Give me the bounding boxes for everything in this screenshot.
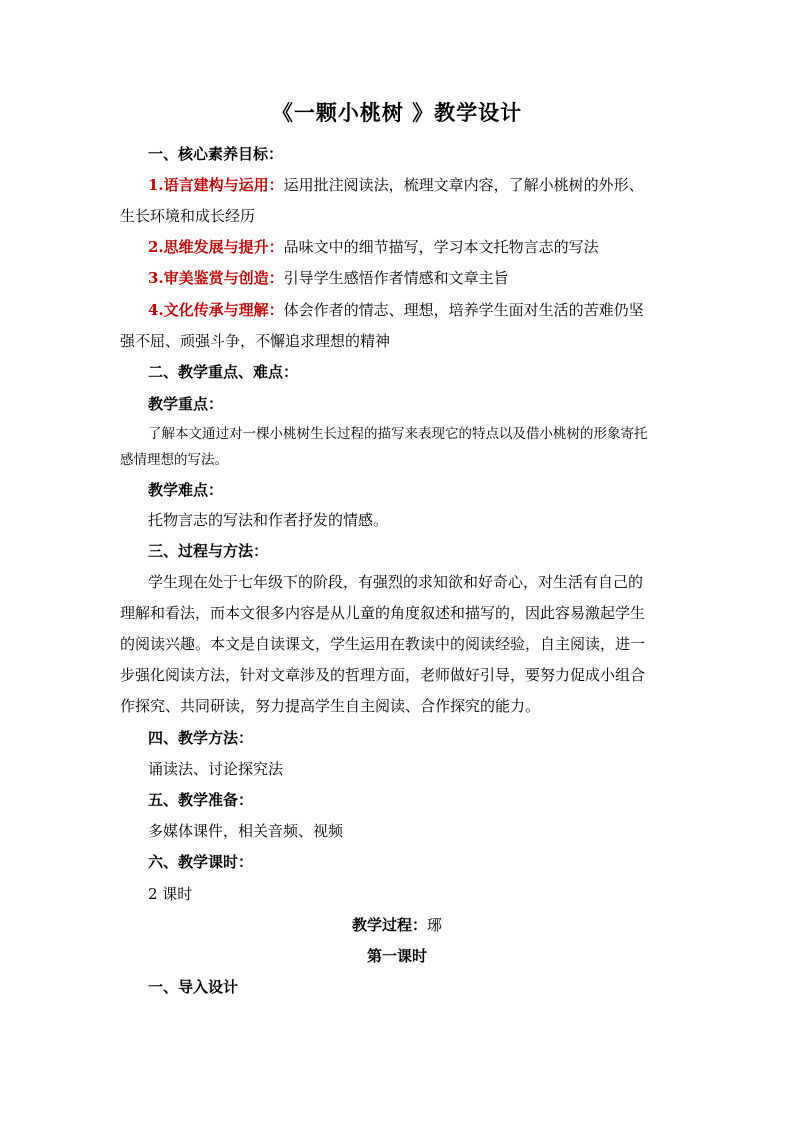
difficulty-label: 教学难点： bbox=[148, 481, 224, 499]
key-point-text-line2: 感情理想的写法。 bbox=[120, 452, 228, 468]
section-heading-keypoints: 二、教学重点、难点： bbox=[148, 363, 299, 381]
process-paragraph-line: 步强化阅读方法，针对文章涉及的哲理方面，老师做好引导，要努力促成小组合 bbox=[120, 666, 646, 684]
goal-text: 运用批注阅读法，梳理文章内容，了解小桃树的外形、 bbox=[283, 176, 644, 194]
difficulty-text: 托物言志的写法和作者抒发的情感。 bbox=[148, 511, 389, 529]
goal-label: 4.文化传承与理解： bbox=[148, 301, 284, 319]
preparation-text: 多媒体课件，相关音频、视频 bbox=[148, 822, 344, 840]
teaching-process-label: 教学过程： bbox=[351, 916, 427, 934]
goal-label: 1.语言建构与运用： bbox=[148, 176, 284, 194]
goal-label: 2.思维发展与提升： bbox=[148, 238, 284, 256]
methods-text: 诵读法、讨论探究法 bbox=[148, 760, 284, 778]
section-heading-hours: 六、教学课时： bbox=[148, 853, 254, 871]
teaching-process-suffix: 琊 bbox=[427, 916, 443, 934]
intro-design-heading: 一、导入设计 bbox=[148, 978, 239, 996]
lesson-one-heading: 第一课时 bbox=[366, 947, 427, 965]
process-paragraph-line: 作探究、共同研读，努力提高学生自主阅读、合作探究的能力。 bbox=[120, 697, 541, 715]
goal-label: 3.审美鉴赏与创造： bbox=[148, 269, 284, 287]
section-heading-methods: 四、教学方法： bbox=[148, 729, 254, 747]
hours-text: 2 课时 bbox=[148, 885, 193, 903]
process-paragraph-line: 理解和看法，而本文很多内容是从儿童的角度叙述和描写的，因此容易激起学生 bbox=[120, 604, 646, 622]
section-heading-goals: 一、核心素养目标： bbox=[148, 145, 284, 163]
goal-text: 体会作者的情志、理想，培养学生面对生活的苦难仍坚 bbox=[283, 301, 644, 319]
process-paragraph-line: 的阅读兴趣。本文是自读课文，学生运用在教读中的阅读经验，自主阅读，进一 bbox=[120, 635, 646, 653]
section-heading-process-method: 三、过程与方法： bbox=[148, 542, 269, 560]
key-point-text-line1: 了解本文通过对一棵小桃树生长过程的描写来表现它的特点以及借小桃树的形象寄托 bbox=[148, 426, 648, 442]
section-heading-preparation: 五、教学准备： bbox=[148, 791, 254, 809]
teaching-process-heading bbox=[0, 915, 794, 935]
goal-item-1 bbox=[148, 175, 644, 195]
goal-item-3 bbox=[148, 268, 509, 288]
document-title: 《一颗小桃树 》教学设计 bbox=[271, 100, 523, 125]
goal-item-2 bbox=[148, 237, 599, 257]
key-point-label: 教学重点： bbox=[148, 395, 224, 413]
goal-item-4 bbox=[148, 300, 644, 320]
goal-text: 品味文中的细节描写，学习本文托物言志的写法 bbox=[283, 238, 599, 256]
goal-item-4-cont: 强不屈、顽强斗争，不懈追求理想的精神 bbox=[120, 332, 391, 350]
goal-text: 引导学生感悟作者情感和文章主旨 bbox=[283, 269, 509, 287]
goal-item-1-cont: 生长环境和成长经历 bbox=[120, 207, 256, 225]
process-paragraph-line: 学生现在处于七年级下的阶段，有强烈的求知欲和好奇心，对生活有自己的 bbox=[148, 573, 644, 591]
